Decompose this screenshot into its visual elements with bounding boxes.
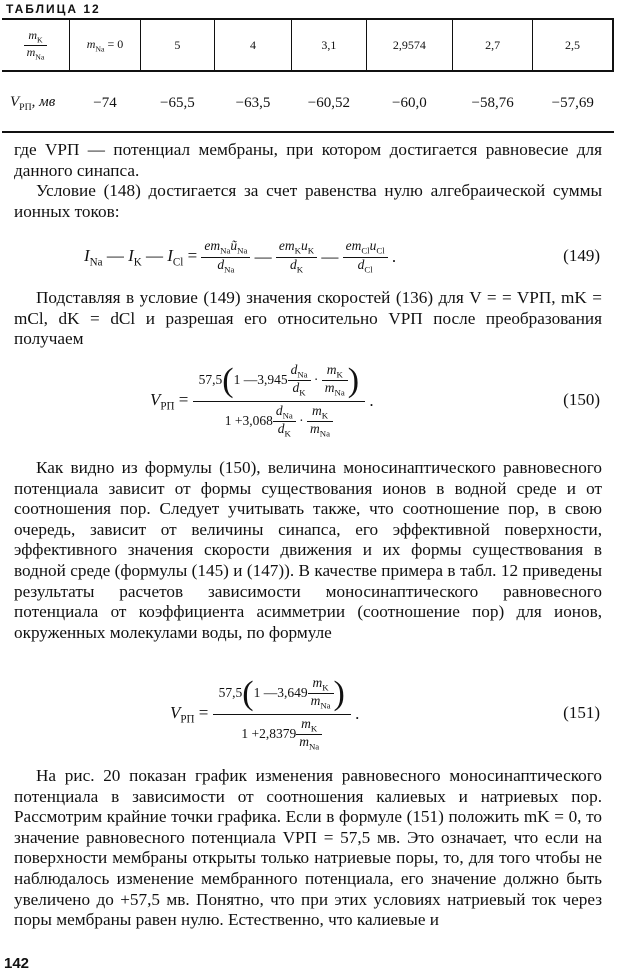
row-label: $V_{РП}$, мв	[10, 93, 56, 113]
value-cell: −74	[93, 94, 117, 111]
paragraph-5: На рис. 20 показан график изменения равновесного моносинаптического потенциала в зависимости от соотношения калиевых и натриевых пор. Рассмотрим крайние точки графика. Если в формуле (151) положить mK = 0, то значение равновесного потенциала VРП = 57,5 мв. Это означает, что если на поверхности мембраны открыты только натриевые поры, то, для того чтобы не наблюдалось изменение мембранного потенциала, его значение должно быть увеличено до +57,5 мв. Понятно, что при этих условиях натриевый ток через поры мембраны равен нулю. Естественно, что калиевые и	[14, 766, 602, 930]
table-header-row	[2, 19, 613, 71]
value-cell: −58,76	[471, 94, 514, 111]
paragraph-3: Подставляя в условие (149) значения скоростей (136) для V = = VРП, mK = mCl, dK = dCl и разрешая его относительно VРП после преобразования получаем	[14, 288, 602, 349]
header-cell: 2,7	[453, 19, 533, 71]
table-value-row	[2, 71, 613, 134]
header-cell: 3,1	[292, 19, 366, 71]
ratio-fraction: $\frac{m_K}{m_{Na}}$	[24, 29, 48, 62]
header-cell: 5	[141, 19, 215, 71]
value-cell: −60,0	[392, 94, 427, 111]
value-cell: −63,5	[235, 94, 271, 111]
data-table	[2, 18, 614, 134]
table-bottom-rule	[2, 131, 614, 133]
header-ratio-cell	[2, 19, 70, 71]
paragraph-4: Как видно из формулы (150), величина моносинаптического равновесного потенциала зависит от формы существования ионов в водной среде и от соотношения пор. Следует учитывать также, что соотношение пор, в свою очередь, зависит от величины синапса, его эффективной поверхности, эффективного значения скорости движения и их формы существования в водной среде (формулы (145) и (147)). В качестве примера в табл. 12 приведены результаты расчетов зависимости моносинаптического равновесного потенциала от коэффициента асимметрии (соотношение пор) для ионов, окруженных молекулами воды, по формуле	[14, 458, 602, 642]
value-cell: −60,52	[307, 94, 350, 111]
paragraph-2: Условие (148) достигается за счет равенства нулю алгебраической суммы ионных токов:	[14, 181, 602, 221]
value-cell: −65,5	[160, 94, 195, 111]
equation-number: (149)	[563, 246, 600, 265]
header-cell: 2,9574	[366, 19, 453, 71]
equation-149: $I_{Na}$ — $I_K$ — $I_{Cl}$ = $\frac{em_{Na}ũ_{Na}}{d_{Na}}$ — $\frac{em_Ku_K}{d_K}$ — $\frac{em_{Cl}u_{Cl}}{d_{Cl}}$ . (149)	[84, 238, 600, 275]
equation-number: (150)	[563, 390, 600, 409]
header-cell: 4	[214, 19, 291, 71]
table-caption: ТАБЛИЦА 12	[6, 2, 101, 16]
paragraph-1: где VРП — потенциал мембраны, при котором достигается равновесие для данного синапса.	[14, 140, 602, 180]
equation-number: (151)	[563, 703, 600, 722]
equation-151: $V_{РП}$ = 57,5 ( 1 — 3,649 $\frac{m_K}{m_{Na}}$ ) 1 + 2,8379 $\frac{m_K}{m_{Na}}$ . (151)	[170, 674, 600, 752]
page-number: 142	[4, 955, 30, 972]
equation-150: $V_{РП}$ = 57,5 ( 1 — 3,945 $\frac{d_{Na}}{d_K}$ · $\frac{m_K}{m_{Na}}$ ) 1 + 3,068 $\frac{d_{Na}}{d_K}$ · $\frac{m_K}{m_{Na}}$ . (150)	[150, 361, 600, 439]
value-cell: −57,69	[551, 94, 594, 111]
header-cell: 2,5	[533, 19, 613, 71]
header-cell: $m_{Na} = 0$	[70, 19, 141, 71]
